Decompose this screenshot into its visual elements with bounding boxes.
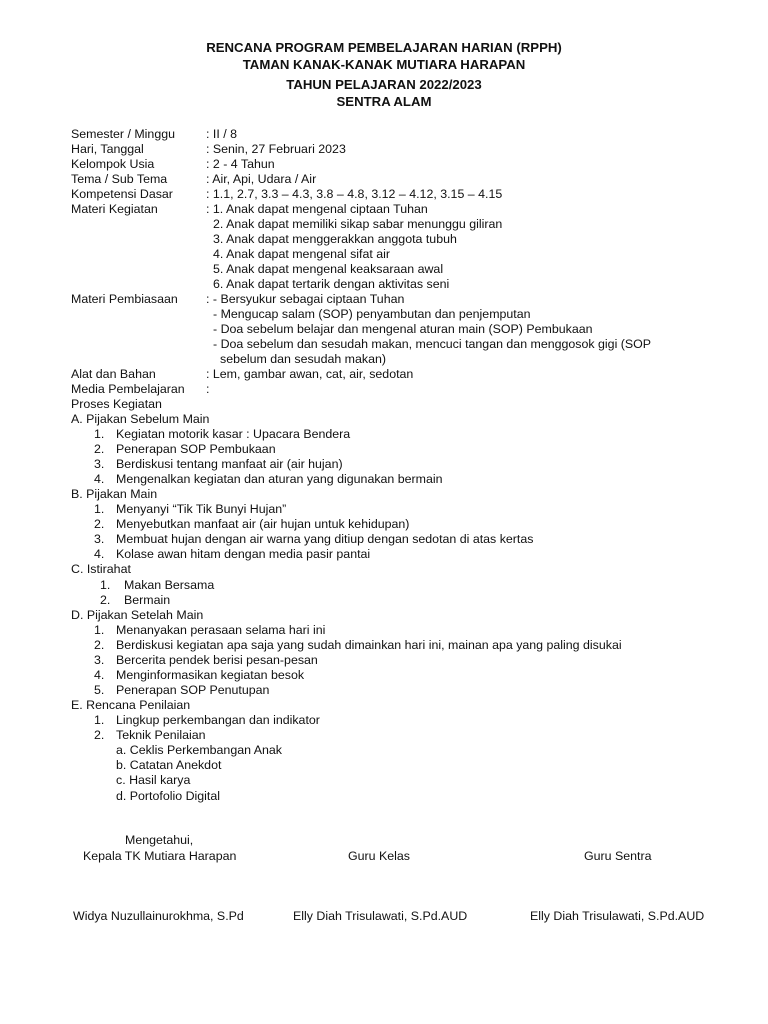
info-label-date: Hari, Tanggal <box>71 142 144 156</box>
materi-kegiatan-item: 3. Anak dapat menggerakkan anggota tubuh <box>213 232 457 246</box>
alat-bahan-value: : Lem, gambar awan, cat, air, sedotan <box>206 367 414 381</box>
list-item: Berdiskusi tentang manfaat air (air hujan) <box>116 457 343 471</box>
info-label-competency: Kompetensi Dasar <box>71 187 173 201</box>
list-number: 2. <box>100 593 111 607</box>
list-item: Lingkup perkembangan dan indikator <box>116 713 320 727</box>
list-number: 5. <box>94 683 105 697</box>
list-item: Makan Bersama <box>124 578 215 592</box>
materi-kegiatan-item: 4. Anak dapat mengenal sifat air <box>213 247 391 261</box>
kepala-role: Kepala TK Mutiara Harapan <box>83 849 237 863</box>
guru-kelas-name: Elly Diah Trisulawati, S.Pd.AUD <box>293 909 468 923</box>
list-item: Menginformasikan kegiatan besok <box>116 668 305 682</box>
list-number: 3. <box>94 532 105 546</box>
materi-pembiasaan-item: - Doa sebelum belajar dan mengenal aturan main (SOP) Pembukaan <box>213 322 593 336</box>
list-number: 2. <box>94 638 105 652</box>
sentra-name: SENTRA ALAM <box>336 94 432 109</box>
materi-pembiasaan-label: Materi Pembiasaan <box>71 292 178 306</box>
kepala-name: Widya Nuzullainurokhma, S.Pd <box>73 909 244 923</box>
list-number: 1. <box>94 623 105 637</box>
alat-bahan-label: Alat dan Bahan <box>71 367 156 381</box>
list-item: Kolase awan hitam dengan media pasir pantai <box>116 547 371 561</box>
section-d-heading: D. Pijakan Setelah Main <box>71 608 204 622</box>
assessment-technique: b. Catatan Anekdot <box>116 758 222 772</box>
materi-pembiasaan-item: - Mengucap salam (SOP) penyambutan dan penjemputan <box>213 307 531 321</box>
list-number: 1. <box>94 502 105 516</box>
info-value-semester: : II / 8 <box>206 127 237 141</box>
section-c-heading: C. Istirahat <box>71 562 131 576</box>
section-a-heading: A. Pijakan Sebelum Main <box>71 412 210 426</box>
list-item: Bermain <box>124 593 171 607</box>
list-number: 1. <box>100 578 111 592</box>
media-label: Media Pembelajaran <box>71 382 185 396</box>
mengetahui-label: Mengetahui, <box>125 833 194 847</box>
materi-kegiatan-item: 6. Anak dapat tertarik dengan aktivitas seni <box>213 277 450 291</box>
guru-kelas-role: Guru Kelas <box>348 849 410 863</box>
document-title: RENCANA PROGRAM PEMBELAJARAN HARIAN (RPPH) <box>206 40 562 55</box>
info-label-semester: Semester / Minggu <box>71 127 175 141</box>
list-number: 1. <box>94 713 105 727</box>
assessment-technique: a. Ceklis Perkembangan Anak <box>116 743 282 757</box>
materi-pembiasaan-item: - Doa sebelum dan sesudah makan, mencuci tangan dan menggosok gigi (SOP <box>213 337 652 351</box>
list-number: 4. <box>94 547 105 561</box>
guru-sentra-role: Guru Sentra <box>584 849 652 863</box>
info-value-competency: : 1.1, 2.7, 3.3 – 4.3, 3.8 – 4.8, 3.12 – 4.12, 3.15 – 4.15 <box>206 187 503 201</box>
proses-kegiatan-label: Proses Kegiatan <box>71 397 162 411</box>
list-number: 2. <box>94 728 105 742</box>
list-item: Menyebutkan manfaat air (air hujan untuk kehidupan) <box>116 517 410 531</box>
list-number: 2. <box>94 517 105 531</box>
list-number: 1. <box>94 427 105 441</box>
list-item: Membuat hujan dengan air warna yang ditiup dengan sedotan di atas kertas <box>116 532 534 546</box>
materi-kegiatan-label: Materi Kegiatan <box>71 202 158 216</box>
list-item: Bercerita pendek berisi pesan-pesan <box>116 653 318 667</box>
academic-year: TAHUN PELAJARAN 2022/2023 <box>286 77 482 92</box>
materi-kegiatan-item: : 1. Anak dapat mengenal ciptaan Tuhan <box>206 202 428 216</box>
list-number: 3. <box>94 457 105 471</box>
list-item: Penerapan SOP Penutupan <box>116 683 270 697</box>
materi-kegiatan-item: 5. Anak dapat mengenal keaksaraan awal <box>213 262 444 276</box>
list-item: Berdiskusi kegiatan apa saja yang sudah dimainkan hari ini, mainan apa yang paling disukai <box>116 638 622 652</box>
list-item: Mengenalkan kegiatan dan aturan yang digunakan bermain <box>116 472 443 486</box>
list-item: Penerapan SOP Pembukaan <box>116 442 276 456</box>
media-value: : <box>206 382 210 396</box>
section-b-heading: B. Pijakan Main <box>71 487 158 501</box>
list-item: Menanyakan perasaan selama hari ini <box>116 623 326 637</box>
assessment-technique: d. Portofolio Digital <box>116 789 220 803</box>
list-item: Kegiatan motorik kasar : Upacara Bendera <box>116 427 351 441</box>
materi-kegiatan-item: 2. Anak dapat memiliki sikap sabar menunggu giliran <box>213 217 503 231</box>
list-number: 2. <box>94 442 105 456</box>
info-label-age-group: Kelompok Usia <box>71 157 155 171</box>
list-item: Menyanyi “Tik Tik Bunyi Hujan” <box>116 502 287 516</box>
info-value-date: : Senin, 27 Februari 2023 <box>206 142 346 156</box>
info-label-theme: Tema / Sub Tema <box>71 172 168 186</box>
section-e-heading: E. Rencana Penilaian <box>71 698 191 712</box>
list-item: Teknik Penilaian <box>116 728 206 742</box>
guru-sentra-name: Elly Diah Trisulawati, S.Pd.AUD <box>530 909 705 923</box>
list-number: 4. <box>94 668 105 682</box>
materi-pembiasaan-item: : - Bersyukur sebagai ciptaan Tuhan <box>206 292 405 306</box>
list-number: 4. <box>94 472 105 486</box>
info-value-theme: : Air, Api, Udara / Air <box>206 172 317 186</box>
school-name: TAMAN KANAK-KANAK MUTIARA HARAPAN <box>242 57 526 72</box>
materi-pembiasaan-item: sebelum dan sesudah makan) <box>220 352 386 366</box>
info-value-age-group: : 2 - 4 Tahun <box>206 157 275 171</box>
assessment-technique: c. Hasil karya <box>116 773 191 787</box>
list-number: 3. <box>94 653 105 667</box>
